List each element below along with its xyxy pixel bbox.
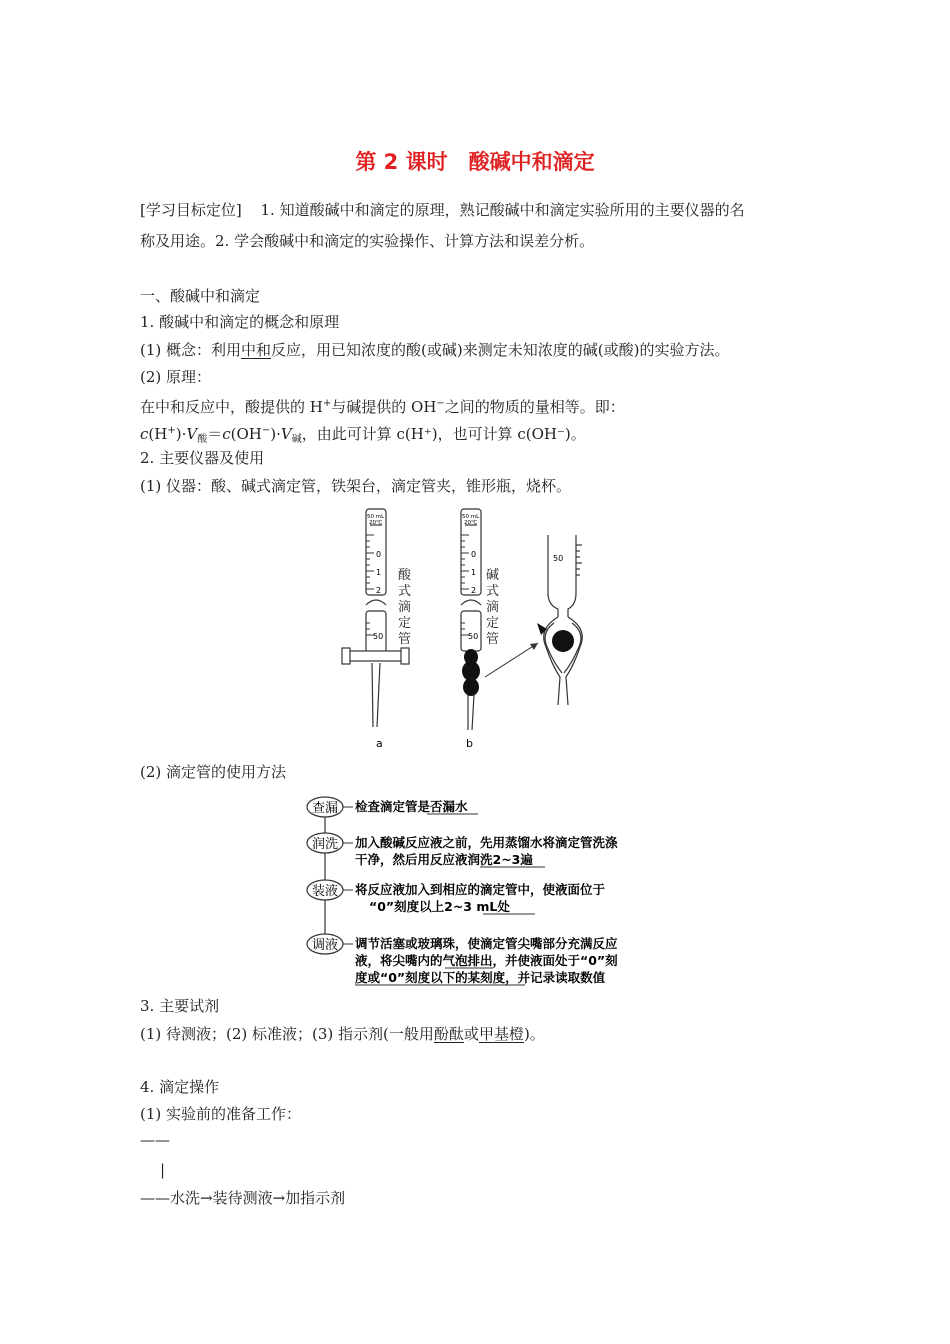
concept-post: 反应，用已知浓度的酸(或碱)来测定未知浓度的碱(或酸)的实验方法。	[271, 341, 730, 359]
acid-tick-0: 0	[376, 550, 382, 559]
flow-step-text-2: 液，将尖嘴内的气泡排出，并使液面处于“0”刻	[355, 953, 618, 968]
flow-step-label: 查漏	[311, 801, 339, 816]
reagents-line	[140, 1024, 545, 1044]
flow-step-text-2: “0”刻度以上2~3 mL处	[369, 899, 510, 914]
burette-figure	[340, 505, 610, 750]
acid-ticks	[366, 535, 374, 635]
base-ticks	[461, 535, 469, 635]
flow-step-text-3: 度或“0”刻度以下的某刻度，并记录读取数值	[355, 970, 606, 985]
base-tick-1: 1	[471, 568, 477, 577]
flow-step-label: 润洗	[311, 837, 339, 852]
flow-step-text: 加入酸碱反应液之前，先用蒸馏水将滴定管洗涤	[355, 835, 618, 850]
pointer-arrowhead	[530, 643, 538, 650]
principle-label: (2) 原理：	[140, 368, 212, 386]
prep-chain: ——水洗→装待测液→加指示剂	[140, 1189, 346, 1207]
flow-step-label: 装液	[311, 884, 339, 899]
base-tick-2: 2	[471, 586, 477, 595]
caption-a: a	[376, 737, 383, 750]
acid-tick-2: 2	[376, 586, 382, 595]
acid-tick-1: 1	[376, 568, 382, 577]
formula-tail: ，由此可计算 c(H⁺)，也可计算 c(OH⁻)。	[301, 425, 586, 443]
formula: $c(H^+)\cdot V_酸=c(OH^-)\cdot V_碱$	[140, 425, 302, 445]
usage-flow-diagram	[305, 793, 655, 988]
instruments-line: (1) 仪器：酸、碱式滴定管，铁架台，滴定管夹，锥形瓶，烧杯。	[140, 477, 572, 495]
objectives-label: [学习目标定位]	[140, 201, 242, 219]
flow-step-label: 调液	[311, 938, 339, 953]
base-temp: 20℃	[464, 520, 478, 526]
pointer-line	[485, 643, 538, 677]
acid-temp: 20℃	[369, 520, 383, 526]
concept-line	[140, 340, 729, 360]
base-tick-50: 50	[468, 632, 479, 641]
section-heading: 一、酸碱中和滴定	[140, 287, 261, 305]
rubber-tube	[462, 649, 480, 696]
objectives-line-1	[140, 200, 745, 220]
minus-sup: −	[436, 398, 445, 409]
objectives-text-1: 1. 知道酸碱中和滴定的原理，熟记酸碱中和滴定实验所用的主要仪器的名	[260, 201, 745, 219]
prep-bar: |	[160, 1161, 166, 1179]
principle-text-c: 之间的物质的量相等。即：	[444, 398, 625, 416]
formula-line	[140, 421, 586, 450]
glass-bead	[552, 630, 574, 652]
objectives-line-2: 称及用途。2. 学会酸碱中和滴定的实验操作、计算方法和误差分析。	[140, 232, 595, 250]
reagent-phenolphthalein: 酚酞	[433, 1025, 464, 1043]
reagent-methyl-orange: 甲基橙	[478, 1025, 524, 1043]
caption-b: b	[466, 737, 473, 750]
concept-underlined: 中和	[241, 341, 272, 359]
prep-dash: ——	[140, 1131, 170, 1149]
subsection-2-heading: 2. 主要仪器及使用	[140, 449, 265, 467]
acid-capacity: 50 mL	[367, 514, 385, 520]
subsection-1-heading: 1. 酸碱中和滴定的概念和原理	[140, 313, 340, 331]
flow-step-text: 调节活塞或玻璃珠，使滴定管尖嘴部分充满反应	[355, 936, 618, 951]
subsection-4-heading: 4. 滴定操作	[140, 1078, 220, 1096]
base-capacity: 50 mL	[462, 514, 480, 520]
base-burette-label: 碱式滴定管	[486, 568, 500, 647]
flow-step-text: 将反应液加入到相应的滴定管中，使液面位于	[355, 882, 606, 897]
prep-heading: (1) 实验前的准备工作：	[140, 1105, 302, 1123]
concept-pre: (1) 概念：利用	[140, 341, 242, 359]
plus-sup: +	[322, 398, 332, 409]
acid-tick-50: 50	[373, 632, 384, 641]
reagents-pre: (1) 待测液；(2) 标准液；(3) 指示剂(一般用	[140, 1025, 434, 1043]
base-burette	[461, 509, 481, 730]
flow-step-text: 检查滴定管是否漏水	[355, 799, 468, 814]
detail-tick-50: 50	[553, 554, 564, 563]
reagents-post: )。	[523, 1025, 545, 1043]
usage-heading: (2) 滴定管的使用方法	[140, 763, 287, 781]
reagents-mid: 或	[463, 1025, 479, 1043]
base-tick-0: 0	[471, 550, 477, 559]
flow-step-text-2: 干净，然后用反应液润洗2~3遍	[355, 852, 533, 867]
principle-text-b: 与碱提供的 OH	[331, 398, 437, 416]
page-title: 第 2 课时 酸碱中和滴定	[355, 150, 595, 174]
acid-burette-label: 酸式滴定管	[398, 568, 412, 647]
principle-text-a: 在中和反应中，酸提供的 H	[140, 398, 323, 416]
principle-text	[140, 394, 625, 417]
subsection-3-heading: 3. 主要试剂	[140, 997, 220, 1015]
